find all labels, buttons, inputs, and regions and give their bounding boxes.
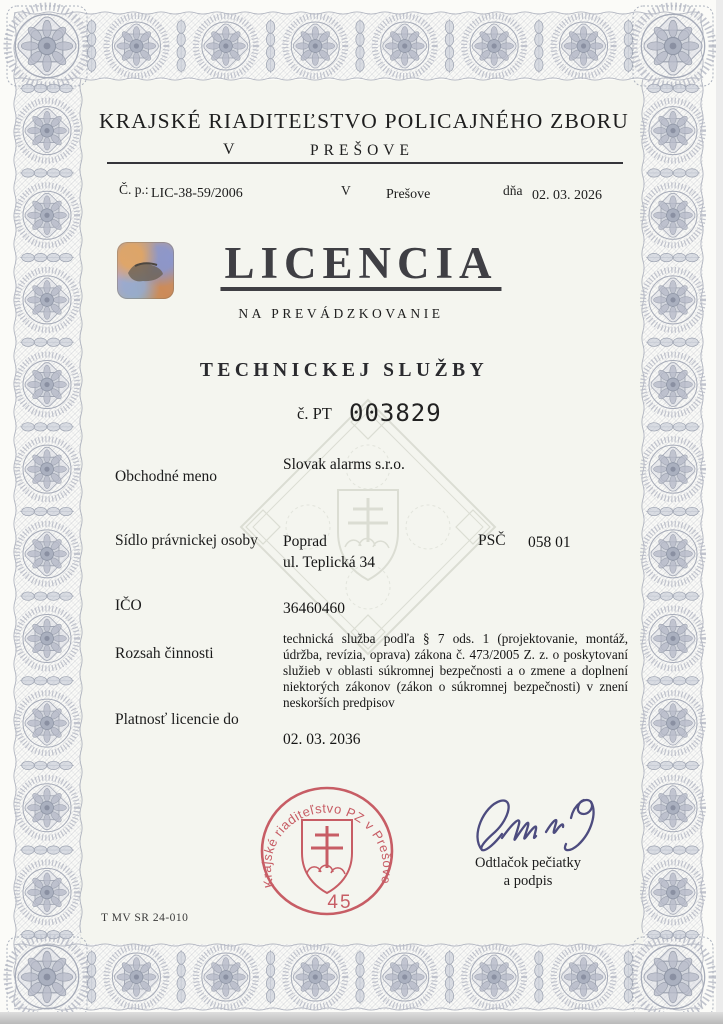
stamp-signature-caption-line1: Odtlačok pečiatky <box>475 855 581 871</box>
stamp-signature-caption-line2: a podpis <box>503 873 553 889</box>
registered-office-street: ul. Teplická 34 <box>283 554 376 571</box>
serial-number: 003829 <box>349 399 442 427</box>
authority-in-prefix: V <box>223 141 235 158</box>
header-rule <box>107 162 623 164</box>
registered-office-city: Poprad <box>283 533 327 550</box>
registered-office-label: Sídlo právnickej osoby <box>115 532 258 549</box>
date-value: 02. 03. 2026 <box>532 188 602 203</box>
stamp-ring-text: Krajské riaditeľstvo PZ v Prešove <box>258 800 396 890</box>
serial-label: č. PT <box>297 404 332 423</box>
hologram-sticker <box>117 242 174 299</box>
postal-code-label: PSČ <box>478 532 506 549</box>
ico-value: 36460460 <box>283 600 345 617</box>
scan-edge-bottom <box>0 1012 723 1024</box>
hologram-emblem-shape <box>128 263 163 281</box>
license-title: LICENCIA <box>220 241 501 291</box>
place-value: Prešove <box>386 187 431 202</box>
license-purpose: NA PREVÁDZKOVANIE <box>238 306 444 321</box>
official-stamp <box>244 769 410 935</box>
ico-label: IČO <box>115 597 142 614</box>
signature <box>468 792 613 864</box>
service-type: TECHNICKEJ SLUŽBY <box>199 360 489 381</box>
form-code: T MV SR 24-010 <box>101 912 189 924</box>
postal-code-value: 058 01 <box>528 534 571 551</box>
issuing-authority-title: KRAJSKÉ RIADITEĽSTVO POLICAJNÉHO ZBORU <box>99 109 629 133</box>
ref-number-value: LIC-38-59/2006 <box>151 186 243 201</box>
validity-value: 02. 03. 2036 <box>283 731 361 748</box>
date-label: dňa <box>503 183 523 198</box>
stamp-number: 45 <box>327 892 353 913</box>
ref-number-label: Č. p.: <box>119 182 149 197</box>
scope-label: Rozsah činnosti <box>115 645 214 662</box>
business-name-label: Obchodné meno <box>115 468 218 485</box>
validity-label: Platnosť licencie do <box>115 711 239 728</box>
authority-city: PREŠOVE <box>310 142 414 159</box>
scan-edge-right <box>716 0 723 1024</box>
scope-value: technická služba podľa § 7 ods. 1 (projektovanie, montáž, údržba, revízia, oprava) zákona č. 473/2005 Z. z. o poskytovaní služieb v oblasti súkromnej bezpečnosti a o zmene a doplnení niektorých zákonov (zákon o súkromnej bezpečnosti) v znení neskorších predpisov <box>283 631 628 711</box>
place-prefix: V <box>341 183 351 198</box>
business-name-value: Slovak alarms s.r.o. <box>283 456 405 473</box>
